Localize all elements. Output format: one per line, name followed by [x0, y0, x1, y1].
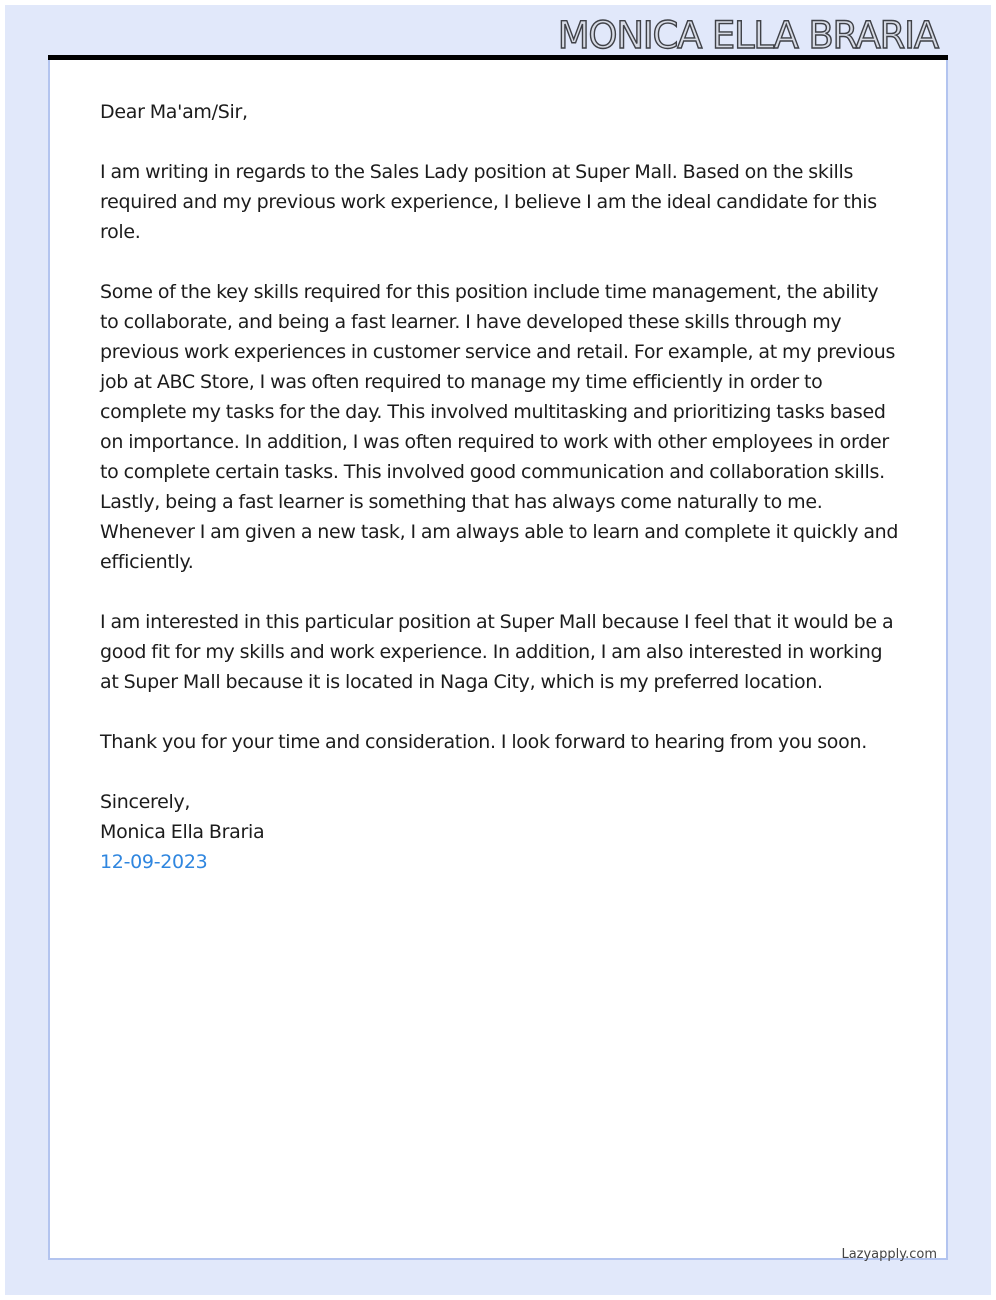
signature-name: Monica Ella Braria	[100, 821, 265, 843]
applicant-name-heading: MONICA ELLA BRARIA	[557, 14, 938, 57]
paragraph-thanks: Thank you for your time and consideration. I look forward to hearing from you soon.	[100, 731, 867, 753]
paragraph-skills: Some of the key skills required for this position include time management, the ability to collaborate, and being a fast learner. I have developed these skills through my previous work experiences in customer service and retail. For example, at my previous job at ABC Store, I was often required to manage my time efficiently in order to complete my tasks for the day. This involved multitasking and prioritizing tasks based on importance. In addition, I was often required to work with other employees in order to complete certain tasks. This involved good communication and collaboration skills. Lastly, being a fast learner is something that has always come naturally to me. Whenever I am given a new task, I am always able to learn and complete it quickly and efficiently.	[100, 281, 899, 573]
cover-letter-body	[100, 97, 900, 877]
paragraph-interest: I am interested in this particular position at Super Mall because I feel that it would be a good fit for my skills and work experience. In addition, I am also interested in working at Super Mall because it is located in Naga City, which is my preferred location.	[100, 611, 894, 693]
salutation: Dear Ma'am/Sir,	[100, 101, 248, 123]
paragraph-intro: I am writing in regards to the Sales Lady position at Super Mall. Based on the skills required and my previous work experience, I believe I am the ideal candidate for this role.	[100, 161, 877, 243]
closing: Sincerely,	[100, 791, 191, 813]
letter-date: 12-09-2023	[100, 851, 208, 873]
footer-brand: Lazyapply.com	[841, 1247, 937, 1262]
